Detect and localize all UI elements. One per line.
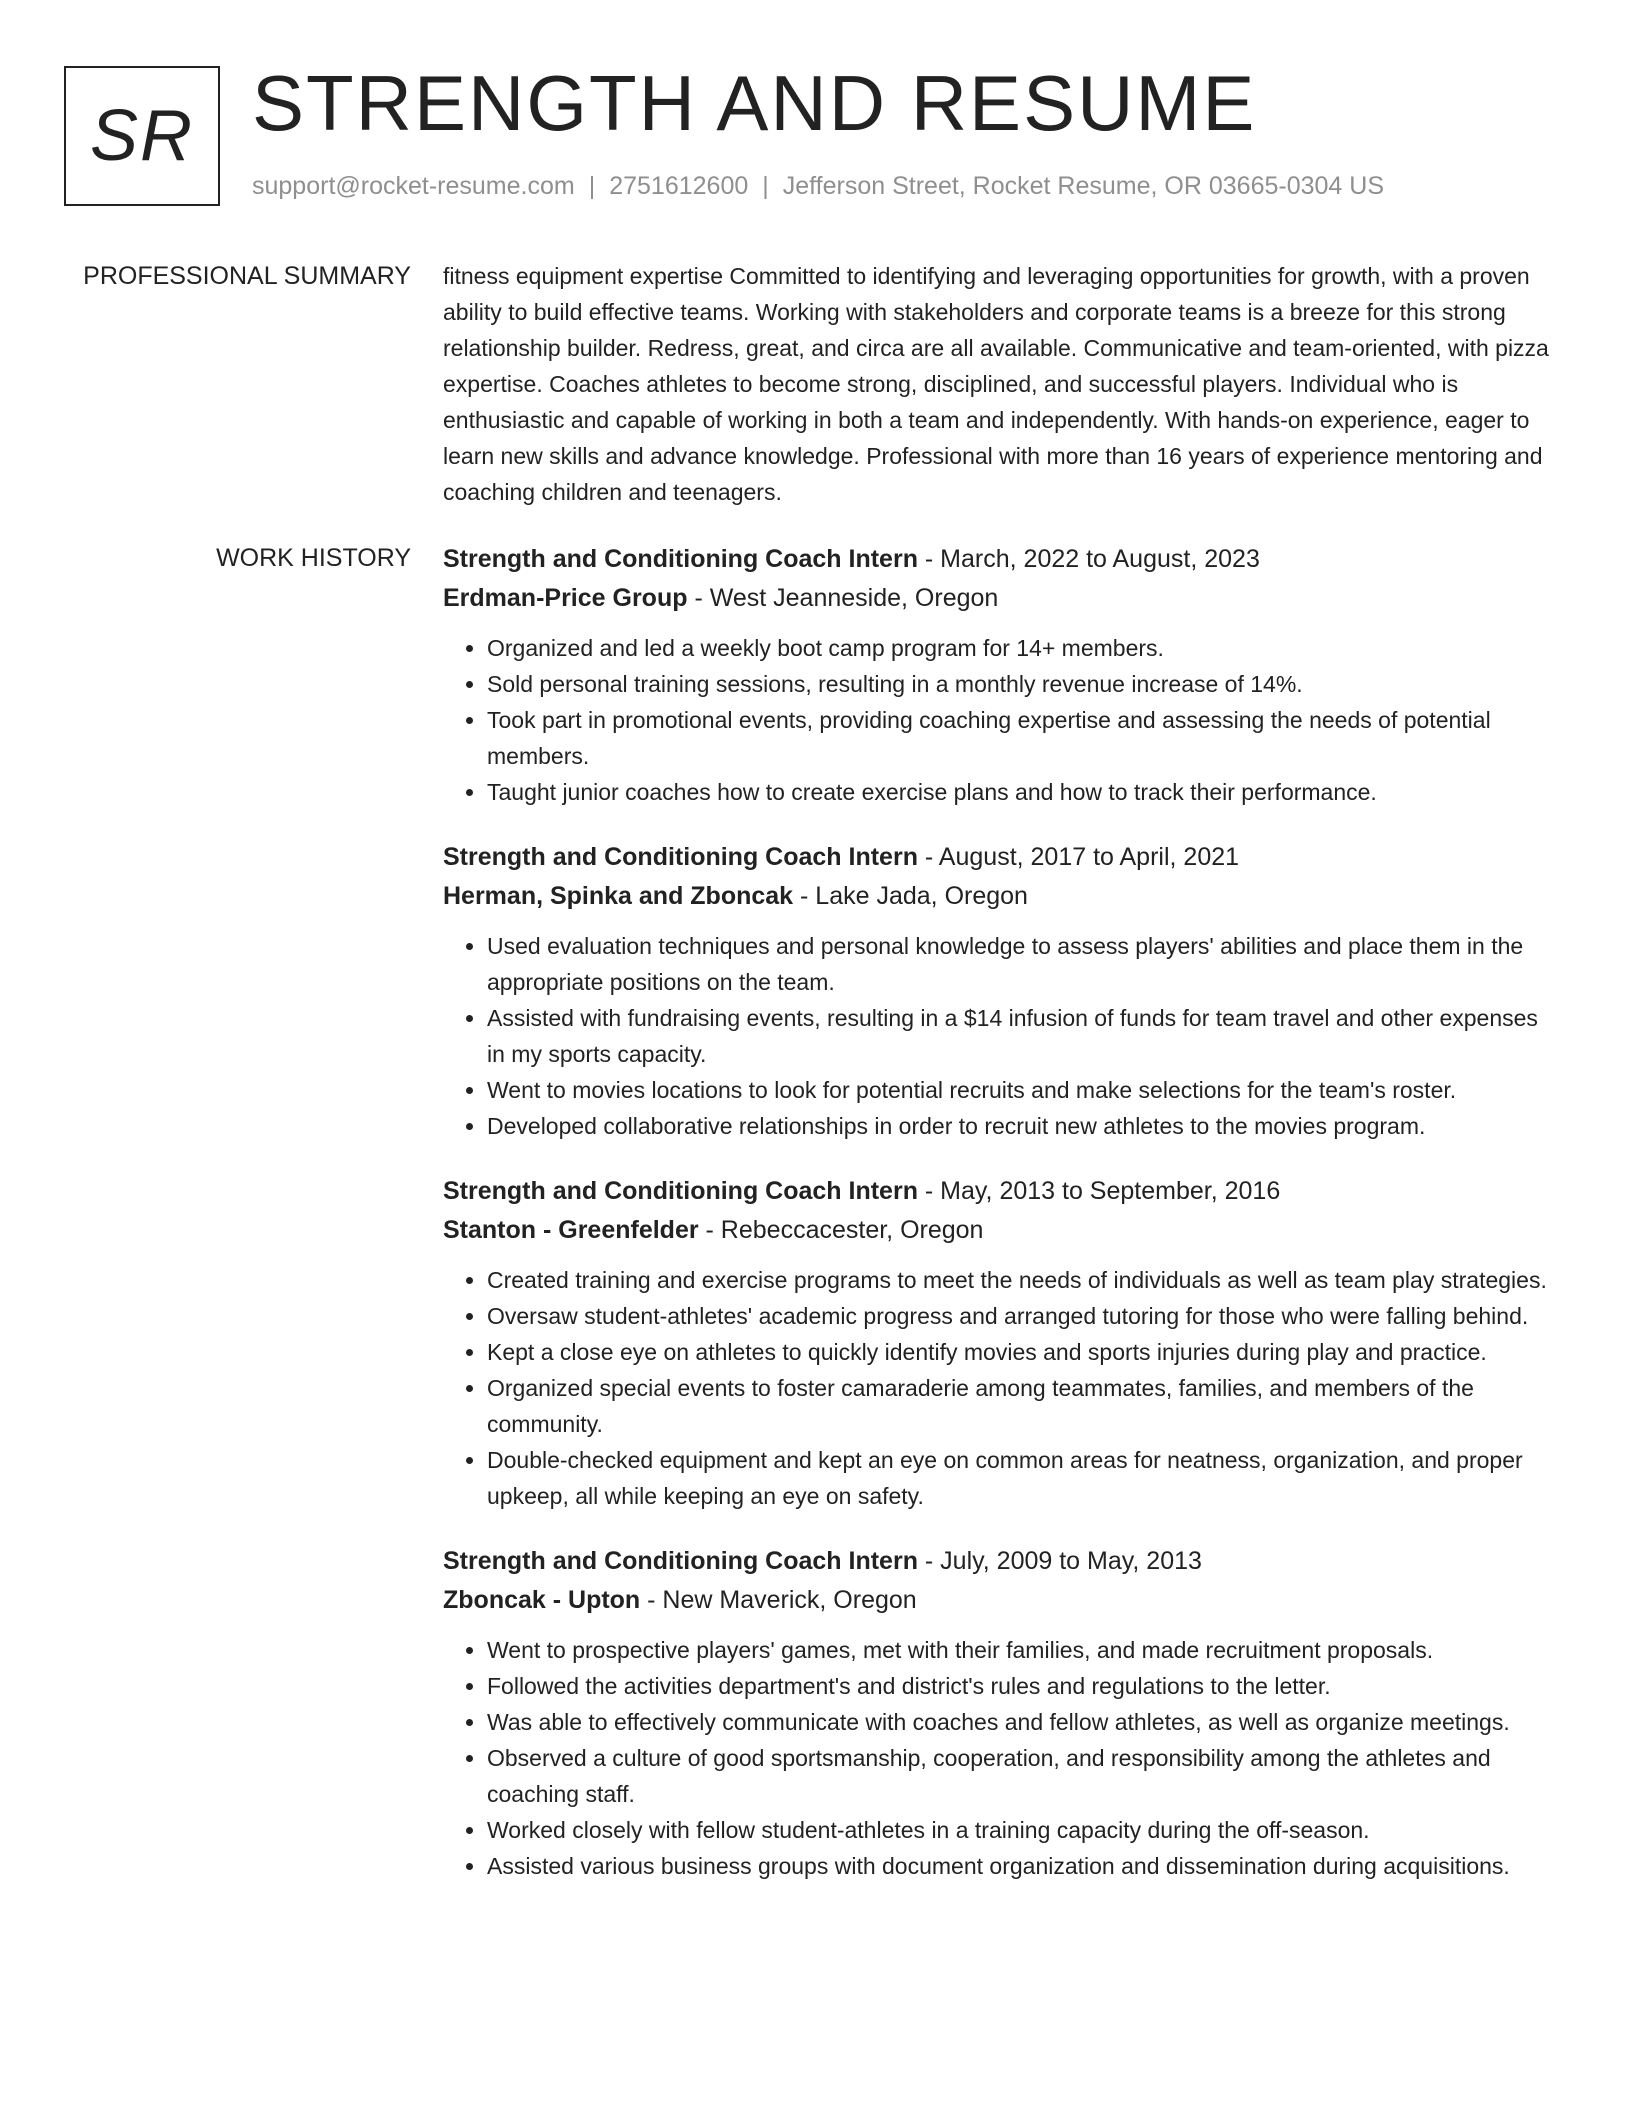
monogram-logo xyxy=(64,66,220,206)
job-company: Stanton - Greenfelder xyxy=(443,1216,699,1244)
job-bullets xyxy=(443,1262,1553,1514)
job-bullets xyxy=(443,630,1553,810)
job-title: Strength and Conditioning Coach Intern xyxy=(443,843,918,871)
job-title: Strength and Conditioning Coach Intern xyxy=(443,1547,918,1575)
job-dates: - May, 2013 to September, 2016 xyxy=(917,1177,1281,1205)
job-bullets xyxy=(443,928,1553,1144)
job-location: - Rebeccacester, Oregon xyxy=(698,1216,984,1244)
contact-address: Jefferson Street, Rocket Resume, OR 03665-0304 US xyxy=(782,172,1384,200)
job-bullet: • Oversaw student-athletes' academic progress and arranged tutoring for those who were falling behind. xyxy=(487,1298,1553,1334)
job-company: Erdman-Price Group xyxy=(443,584,688,612)
job-bullet: • Created training and exercise programs to meet the needs of individuals as well as team play strategies. xyxy=(487,1262,1553,1298)
job-bullet: • Assisted with fundraising events, resulting in a $14 infusion of funds for team travel and other expenses in my sports capacity. xyxy=(487,1000,1553,1072)
summary-body xyxy=(443,258,1553,510)
job-bullets xyxy=(443,1632,1553,1884)
contact-line xyxy=(252,172,1384,201)
job-dates: - March, 2022 to August, 2023 xyxy=(917,545,1260,573)
job-location: - West Jeanneside, Oregon xyxy=(687,584,999,612)
job-bullet: • Developed collaborative relationships in order to recruit new athletes to the movies program. xyxy=(487,1108,1553,1144)
job-bullet: • Took part in promotional events, providing coaching expertise and assessing the needs of potential members. xyxy=(487,702,1553,774)
job-entry xyxy=(443,540,1553,810)
job-company-line xyxy=(443,1211,1553,1250)
job-bullet: • Kept a close eye on athletes to quickly identify movies and sports injuries during play and practice. xyxy=(487,1334,1553,1370)
job-entry xyxy=(443,838,1553,1144)
job-title-line xyxy=(443,838,1553,877)
job-bullet: • Observed a culture of good sportsmanship, cooperation, and responsibility among the athletes and coaching staff. xyxy=(487,1740,1553,1812)
job-bullet: • Organized special events to foster camaraderie among teammates, families, and members of the community. xyxy=(487,1370,1553,1442)
job-bullet: • Sold personal training sessions, resulting in a monthly revenue increase of 14%. xyxy=(487,666,1553,702)
job-bullet: • Went to movies locations to look for potential recruits and make selections for the team's roster. xyxy=(487,1072,1553,1108)
job-title-line xyxy=(443,1542,1553,1581)
summary-text: fitness equipment expertise Committed to identifying and leveraging opportunities for growth, with a proven ability to build effective teams. Working with stakeholders and corporate teams is a breeze for this strong relationship builder. Redress, great, and circa are all available. Communicative and team-oriented, with pizza expertise. Coaches athletes to become strong, disciplined, and successful players. Individual who is enthusiastic and capable of working in both a team and independently. With hands-on experience, eager to learn new skills and advance knowledge. Professional with more than 16 years of experience mentoring and coaching children and teenagers. xyxy=(443,263,1549,505)
job-company-line xyxy=(443,877,1553,916)
job-entry xyxy=(443,1542,1553,1884)
work-history-heading: WORK HISTORY xyxy=(216,544,411,572)
job-bullet: • Followed the activities department's and district's rules and regulations to the letter. xyxy=(487,1668,1553,1704)
contact-phone[interactable]: 2751612600 xyxy=(609,172,749,200)
contact-separator: | xyxy=(762,172,769,200)
job-bullet: • Organized and led a weekly boot camp program for 14+ members. xyxy=(487,630,1553,666)
job-company-line xyxy=(443,1581,1553,1620)
contact-separator: | xyxy=(588,172,596,200)
work-history-body xyxy=(443,540,1553,1912)
job-title-line xyxy=(443,540,1553,579)
job-company: Herman, Spinka and Zboncak xyxy=(443,882,794,910)
job-bullet: • Assisted various business groups with document organization and dissemination during acquisitions. xyxy=(487,1848,1553,1884)
contact-email[interactable]: support@rocket-resume.com xyxy=(252,172,575,200)
job-title-line xyxy=(443,1172,1553,1211)
job-bullet: • Went to prospective players' games, met with their families, and made recruitment proposals. xyxy=(487,1632,1553,1668)
job-company: Zboncak - Upton xyxy=(443,1586,641,1614)
monogram-initials: SR xyxy=(89,96,195,176)
job-title: Strength and Conditioning Coach Intern xyxy=(443,1177,918,1205)
job-bullet: • Was able to effectively communicate with coaches and fellow athletes, as well as organize meetings. xyxy=(487,1704,1553,1740)
job-bullet: • Double-checked equipment and kept an eye on common areas for neatness, organization, and proper upkeep, all while keeping an eye on safety. xyxy=(487,1442,1553,1514)
job-location: - Lake Jada, Oregon xyxy=(793,882,1028,910)
job-title: Strength and Conditioning Coach Intern xyxy=(443,545,918,573)
job-dates: - August, 2017 to April, 2021 xyxy=(917,843,1240,871)
job-bullet: • Taught junior coaches how to create exercise plans and how to track their performance. xyxy=(487,774,1553,810)
resume-name: STRENGTH AND RESUME xyxy=(252,59,1257,147)
job-bullet: • Used evaluation techniques and personal knowledge to assess players' abilities and place them in the appropriate positions on the team. xyxy=(487,928,1553,1000)
job-entry xyxy=(443,1172,1553,1514)
job-bullet: • Worked closely with fellow student-athletes in a training capacity during the off-season. xyxy=(487,1812,1553,1848)
job-company-line xyxy=(443,579,1553,618)
job-dates: - July, 2009 to May, 2013 xyxy=(917,1547,1202,1575)
summary-heading: PROFESSIONAL SUMMARY xyxy=(83,262,411,290)
job-location: - New Maverick, Oregon xyxy=(640,1586,917,1614)
